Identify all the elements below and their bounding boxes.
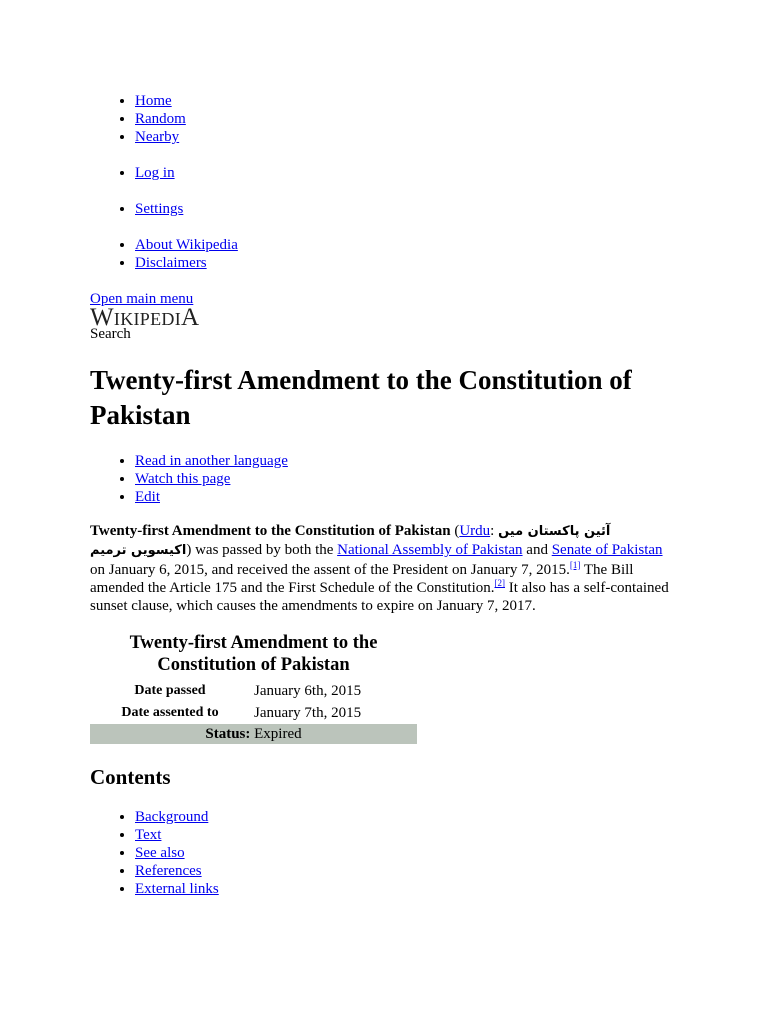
read-in-another-language-link[interactable]: Read in another language [135, 453, 288, 469]
infobox-label: Date assented to [121, 705, 219, 720]
infobox-value: January 6th, 2015 [254, 683, 362, 699]
settings-link[interactable]: Settings [135, 201, 184, 217]
action-item-language [135, 452, 288, 470]
menu-item-about [135, 236, 238, 254]
intro-text-1: was passed by both the [195, 542, 334, 559]
infobox-row [90, 702, 417, 724]
reference-2-link[interactable]: [2] [494, 577, 506, 588]
toc-link-see-also[interactable]: See also [135, 845, 185, 861]
search-label[interactable]: Search [90, 326, 131, 342]
status-label: Status: [205, 726, 251, 742]
urdu-link[interactable]: Urdu [459, 523, 491, 539]
reference-1-link[interactable]: [1] [569, 559, 581, 570]
urdu-text: آئین پاکستان میں اکیسویں ترمیم [90, 524, 611, 559]
infobox-status-row [90, 724, 417, 744]
intro-text-4: The Bill amended the Article 175 and the First Schedule of the Constitution. [90, 561, 634, 596]
home-link[interactable]: Home [135, 93, 172, 109]
toc-item [135, 808, 219, 826]
intro-bold-title: Twenty-first Amendment to the Constitution of Pakistan [90, 523, 451, 539]
national-assembly-link[interactable]: National Assembly of Pakistan [337, 542, 523, 559]
main-menu-login [0, 164, 175, 182]
action-item-watch [135, 470, 288, 488]
toc-item [135, 862, 219, 880]
infobox-caption: Twenty-first Amendment to the Constitution of Pakistan [129, 633, 378, 675]
senate-link[interactable]: Senate of Pakistan [551, 542, 663, 559]
page-title: Twenty-first Amendment to the Constitution of Pakistan [90, 365, 632, 430]
toc-item [135, 844, 219, 862]
watch-page-link[interactable]: Watch this page [135, 471, 231, 487]
table-of-contents [0, 808, 219, 898]
toc-link-external-links[interactable]: External links [135, 881, 219, 897]
edit-link[interactable]: Edit [135, 489, 160, 505]
main-menu-primary [0, 92, 186, 146]
infobox-label: Date passed [134, 683, 206, 698]
intro-text-5: It also has a self-contained sunset clause, which causes the amendments to expire on January 7, 2017. [90, 579, 669, 615]
intro-text-3: on January 6, 2015, and received the assent of the President on January 7, 2015. [90, 561, 570, 578]
random-link[interactable]: Random [135, 111, 186, 127]
menu-item-random [135, 110, 186, 128]
open-main-menu-link[interactable]: Open main menu [90, 291, 194, 307]
menu-item-settings [135, 200, 183, 218]
disclaimers-link[interactable]: Disclaimers [135, 255, 207, 271]
page-actions [0, 452, 288, 506]
menu-item-disclaimers [135, 254, 238, 272]
main-menu-settings [0, 200, 183, 218]
toc-item [135, 880, 219, 898]
infobox-value: January 7th, 2015 [254, 705, 362, 721]
action-item-edit [135, 488, 288, 506]
main-menu-about [0, 236, 238, 272]
intro-paragraph: Twenty-first Amendment to the Constitution of Pakistan (Urdu: آئین پاکستان میں اکیسویں ترمیم) was passed by both the National Assembly of Pakistan and Senate of Pakistan on January 6, 2015, and received the assent of the President on January 7, 2015.[1] The Bill amended the Article 175 and the First Schedule of the Constitution.[2] It also has a self-contained sunset clause, which causes the amendments to expire on January 7, 2017. [90, 523, 669, 615]
infobox [90, 632, 417, 744]
toc-link-references[interactable]: References [135, 863, 202, 879]
infobox-status-cell [90, 724, 417, 744]
toc-item [135, 826, 219, 844]
menu-item-home [135, 92, 186, 110]
login-link[interactable]: Log in [135, 165, 175, 181]
toc-link-text[interactable]: Text [135, 827, 162, 843]
contents-heading: Contents [90, 765, 171, 789]
menu-item-nearby [135, 128, 186, 146]
wikipedia-logo[interactable]: WIKIPEDIA [90, 304, 200, 331]
status-value: Expired [254, 726, 302, 742]
nearby-link[interactable]: Nearby [135, 129, 180, 145]
about-wikipedia-link[interactable]: About Wikipedia [135, 237, 238, 253]
infobox-row [90, 680, 417, 702]
menu-item-login [135, 164, 175, 182]
toc-link-background[interactable]: Background [135, 809, 209, 825]
intro-text-2: and [526, 542, 548, 559]
